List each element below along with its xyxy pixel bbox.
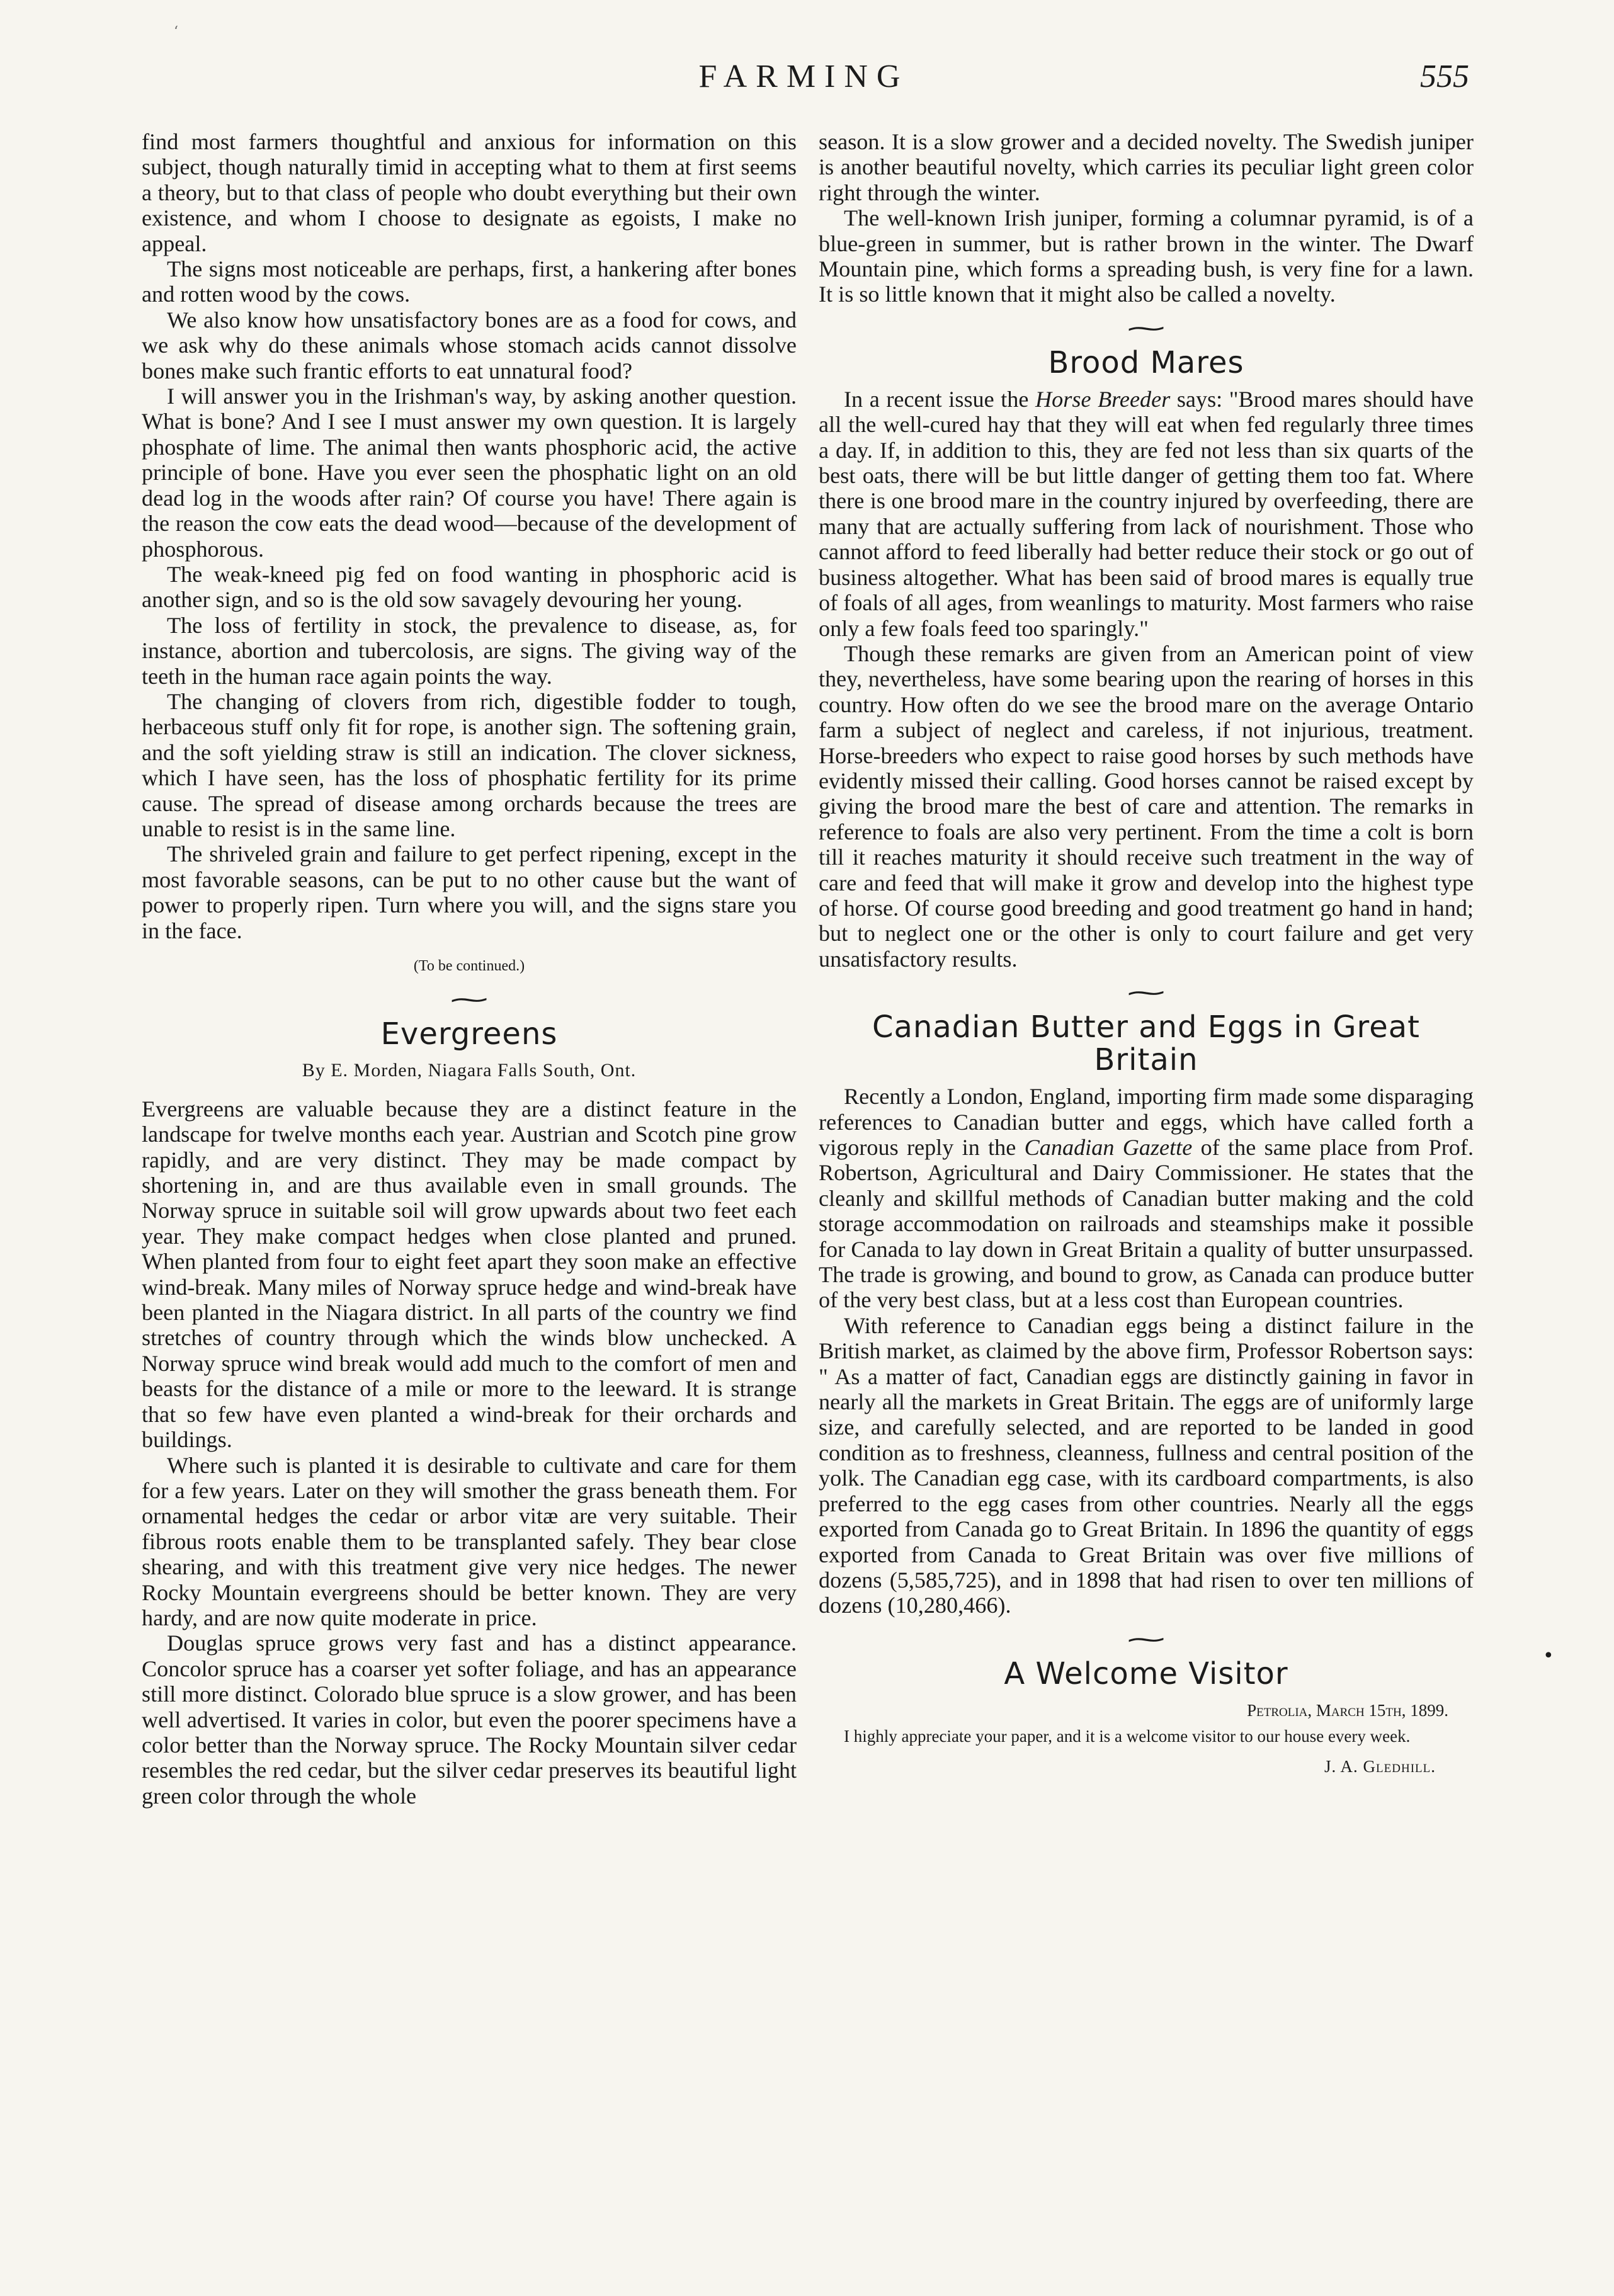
left-column [142, 129, 797, 1809]
text-run: of the same place from Prof. Robertson, Agricultural and Dairy Commissioner. He states that the cleanly and skillful methods of Canadian butter making and the cold storage accommodation on railroads and steamships make it possible for Canada to lay down in Great Britain a quality of butter unsurpassed. The trade is growing, and bound to grow, as Canada can produce butter of the very best class, but at a less cost than European countries. [819, 1135, 1474, 1313]
section-heading-welcome-visitor: A Welcome Visitor [1004, 1656, 1288, 1691]
body-paragraph: Evergreens are valuable because they are a distinct feature in the landscape for twelve months each year. Austrian and Scotch pine grow rapidly, and are very distinct. They may be made compact by shortening in, and are thus available even in small grounds. The Norway spruce in suitable soil will grow upwards about two feet each year. They make compact hedges when close planted and pruned. When planted from four to eight feet apart they soon make an effective wind-break. Many miles of Norway spruce hedge and wind-break have been planted in the Niagara district. In all parts of the country we find stretches of country through which the winds blow unchecked. A Norway spruce wind break would add much to the comfort of men and beasts for the distance of a mile or more to the leeward. It is strange that so few have even planted a wind-break for their orchards and buildings. [142, 1096, 797, 1453]
letter-place-date: Petrolia, March 15th, 1899. [1247, 1700, 1448, 1720]
ornament-glyph: ⁓ [1127, 980, 1166, 1007]
body-paragraph: With reference to Canadian eggs being a distinct failure in the British market, as claimed by the above firm, Professor Robertson says: " As a matter of fact, Canadian eggs are distinctly gaining in favor in nearly all the markets in Great Britain. The eggs are of uniformly large size, and carefully selected, and are reported to be landed in good condition as to freshness, cleanness, fullness and central position of the yolk. The Canadian egg case, with its cardboard compartments, is also preferred to the egg cases from other countries. Nearly all the eggs exported from Canada go to Great Britain. In 1896 the quantity of eggs exported from Canada to Great Britain was over five millions of dozens (5,585,725), and in 1898 that had risen to over ten millions of dozens (10,280,466). [819, 1312, 1474, 1618]
body-paragraph: The well-known Irish juniper, forming a columnar pyramid, is of a blue-green in summer, but is rather brown in the winter. The Dwarf Mountain pine, which forms a spreading bush, is very fine for a lawn. It is so little known that it might also be called a novelty. [819, 205, 1474, 307]
body-paragraph: Though these remarks are given from an American point of view they, nevertheless, have some bearing upon the rearing of horses in this country. How often do we see the brood mare on the average Ontario farm a subject of neglect and careless, if not injurious, treatment. Horse-breeders who expect to raise good horses by such methods have evidently missed their calling. Good horses cannot be raised except by giving the brood mare the best of care and attention. The remarks in reference to foals are also very pertinent. From the time a colt is born till it reaches maturity it should receive such treatment in the way of care and feed that will make it grow and develop into the highest type of horse. Of course good breeding and good treatment go hand in hand; but to neglect one or the other is only to court failure and get very unsatisfactory results. [819, 640, 1474, 972]
letter-signature: J. A. Gledhill. [1324, 1757, 1436, 1776]
body-paragraph: find most farmers thoughtful and anxious for information on this subject, though naturally timid in accepting what to them at first seems a theory, but to that class of people who doubt everything but their own existence, and whom I choose to designate as egoists, I make no appeal. [142, 129, 797, 256]
body-paragraph: The signs most noticeable are perhaps, first, a hankering after bones and rotten wood by the cows. [142, 256, 797, 307]
section-ornament [819, 978, 1474, 1008]
letter-text: I highly appreciate your paper, and it is a welcome visitor to our house every week. [844, 1727, 1411, 1746]
body-paragraph: Where such is planted it is desirable to cultivate and care for them for a few years. Later on they will smother the grass beneath them. For ornamental hedges the cedar or arbor vitæ are very suitable. Their fibrous roots enable them to be transplanted safely. They bear close shearing, and with this treatment give very nice hedges. The newer Rocky Mountain evergreens should be better known. They are very hardy, and are now quite moderate in price. [142, 1452, 797, 1630]
margin-tick-mark: ‘ [174, 24, 178, 40]
section-heading-butter-eggs: Canadian Butter and Eggs in Great Britain [872, 1009, 1420, 1078]
ornament-glyph: ⁓ [1127, 1626, 1166, 1653]
right-column [819, 129, 1474, 1780]
margin-dot-mark: • [1543, 1645, 1554, 1667]
continued-note: (To be continued.) [413, 958, 525, 974]
article-byline: By E. Morden, Niagara Falls South, Ont. [302, 1060, 637, 1081]
ornament-glyph: ⁓ [450, 987, 489, 1014]
source-title: Horse Breeder [1035, 386, 1171, 412]
section-ornament [819, 314, 1474, 344]
text-run: In a recent issue the [844, 386, 1036, 412]
body-paragraph: The weak-kneed pig fed on food wanting in phosphoric acid is another sign, and so is the old sow savagely devouring her young. [142, 561, 797, 613]
body-paragraph: The loss of fertility in stock, the prevalence to disease, as, for instance, abortion and tubercolosis, are signs. The giving way of the teeth in the human race again points the way. [142, 612, 797, 689]
body-paragraph: season. It is a slow grower and a decided novelty. The Swedish juniper is another beautiful novelty, which carries its peculiar light green color right through the winter. [819, 129, 1474, 205]
body-paragraph: I will answer you in the Irishman's way, by asking another question. What is bone? And I see I must answer my own question. It is largely phosphate of lime. The animal then wants phosphoric acid, the active principle of bone. Have you ever seen the phosphatic light on an old dead log in the woods after rain? Of course you have! There again is the reason the cow eats the dead wood—because of the development of phosphorous. [142, 384, 797, 562]
body-paragraph: Douglas spruce grows very fast and has a distinct appearance. Concolor spruce has a coarser yet softer foliage, and has an appearance still more distinct. Colorado blue spruce is a slow grower, and has been well advertised. It varies in color, but even the poorer specimens have a color better than the Norway spruce. The Rocky Mountain silver cedar resembles the red cedar, but the silver cedar preserves its beautiful light green color through the whole [142, 1630, 797, 1809]
running-title: FARMING [698, 59, 909, 94]
body-paragraph [819, 387, 1474, 641]
body-paragraph: The shriveled grain and failure to get perfect ripening, except in the most favorable seasons, can be put to no other cause but the want of power to properly ripen. Turn where you will, and the signs stare you in the face. [142, 841, 797, 943]
text-run: says: "Brood mares should have all the well-cured hay that they will eat when fed regularly three times a day. If, in addition to this, they are fed not less than six quarts of the best oats, there will be but little danger of getting them too fat. Where there is one brood mare in the country injured by overfeeding, there are many that are actually suffering from lack of nourishment. Those who cannot afford to feed liberally had better reduce their stock or go out of business altogether. What has been said of brood mares is equally true of foals of all ages, from weanlings to maturity. Most farmers who raise only a few foals feed too sparingly." [819, 386, 1474, 641]
body-paragraph: We also know how unsatisfactory bones are as a food for cows, and we ask why do these animals whose stomach acids cannot dissolve bones make such frantic efforts to eat unnatural food? [142, 307, 797, 384]
page-number: 555 [1420, 59, 1469, 94]
body-paragraph [819, 1084, 1474, 1313]
section-ornament [819, 1625, 1474, 1655]
section-heading-brood-mares: Brood Mares [1048, 344, 1244, 380]
ornament-glyph: ⁓ [1127, 315, 1166, 342]
section-heading-evergreens: Evergreens [380, 1016, 558, 1052]
text-run: Recently a London, England, importing firm made some disparaging references to Canadian butter and eggs, which have called forth a vigorous reply in the [819, 1084, 1474, 1160]
running-header [139, 58, 1469, 102]
body-paragraph: The changing of clovers from rich, digestible fodder to tough, herbaceous stuff only fit for rope, is another sign. The softening grain, and the soft yielding straw is still an indication. The clover sickness, which I have seen, has the loss of phosphatic fertility for its prime cause. The spread of disease among orchards because the trees are unable to resist is in the same line. [142, 688, 797, 841]
source-title: Canadian Gazette [1024, 1135, 1193, 1160]
section-ornament [142, 985, 797, 1015]
